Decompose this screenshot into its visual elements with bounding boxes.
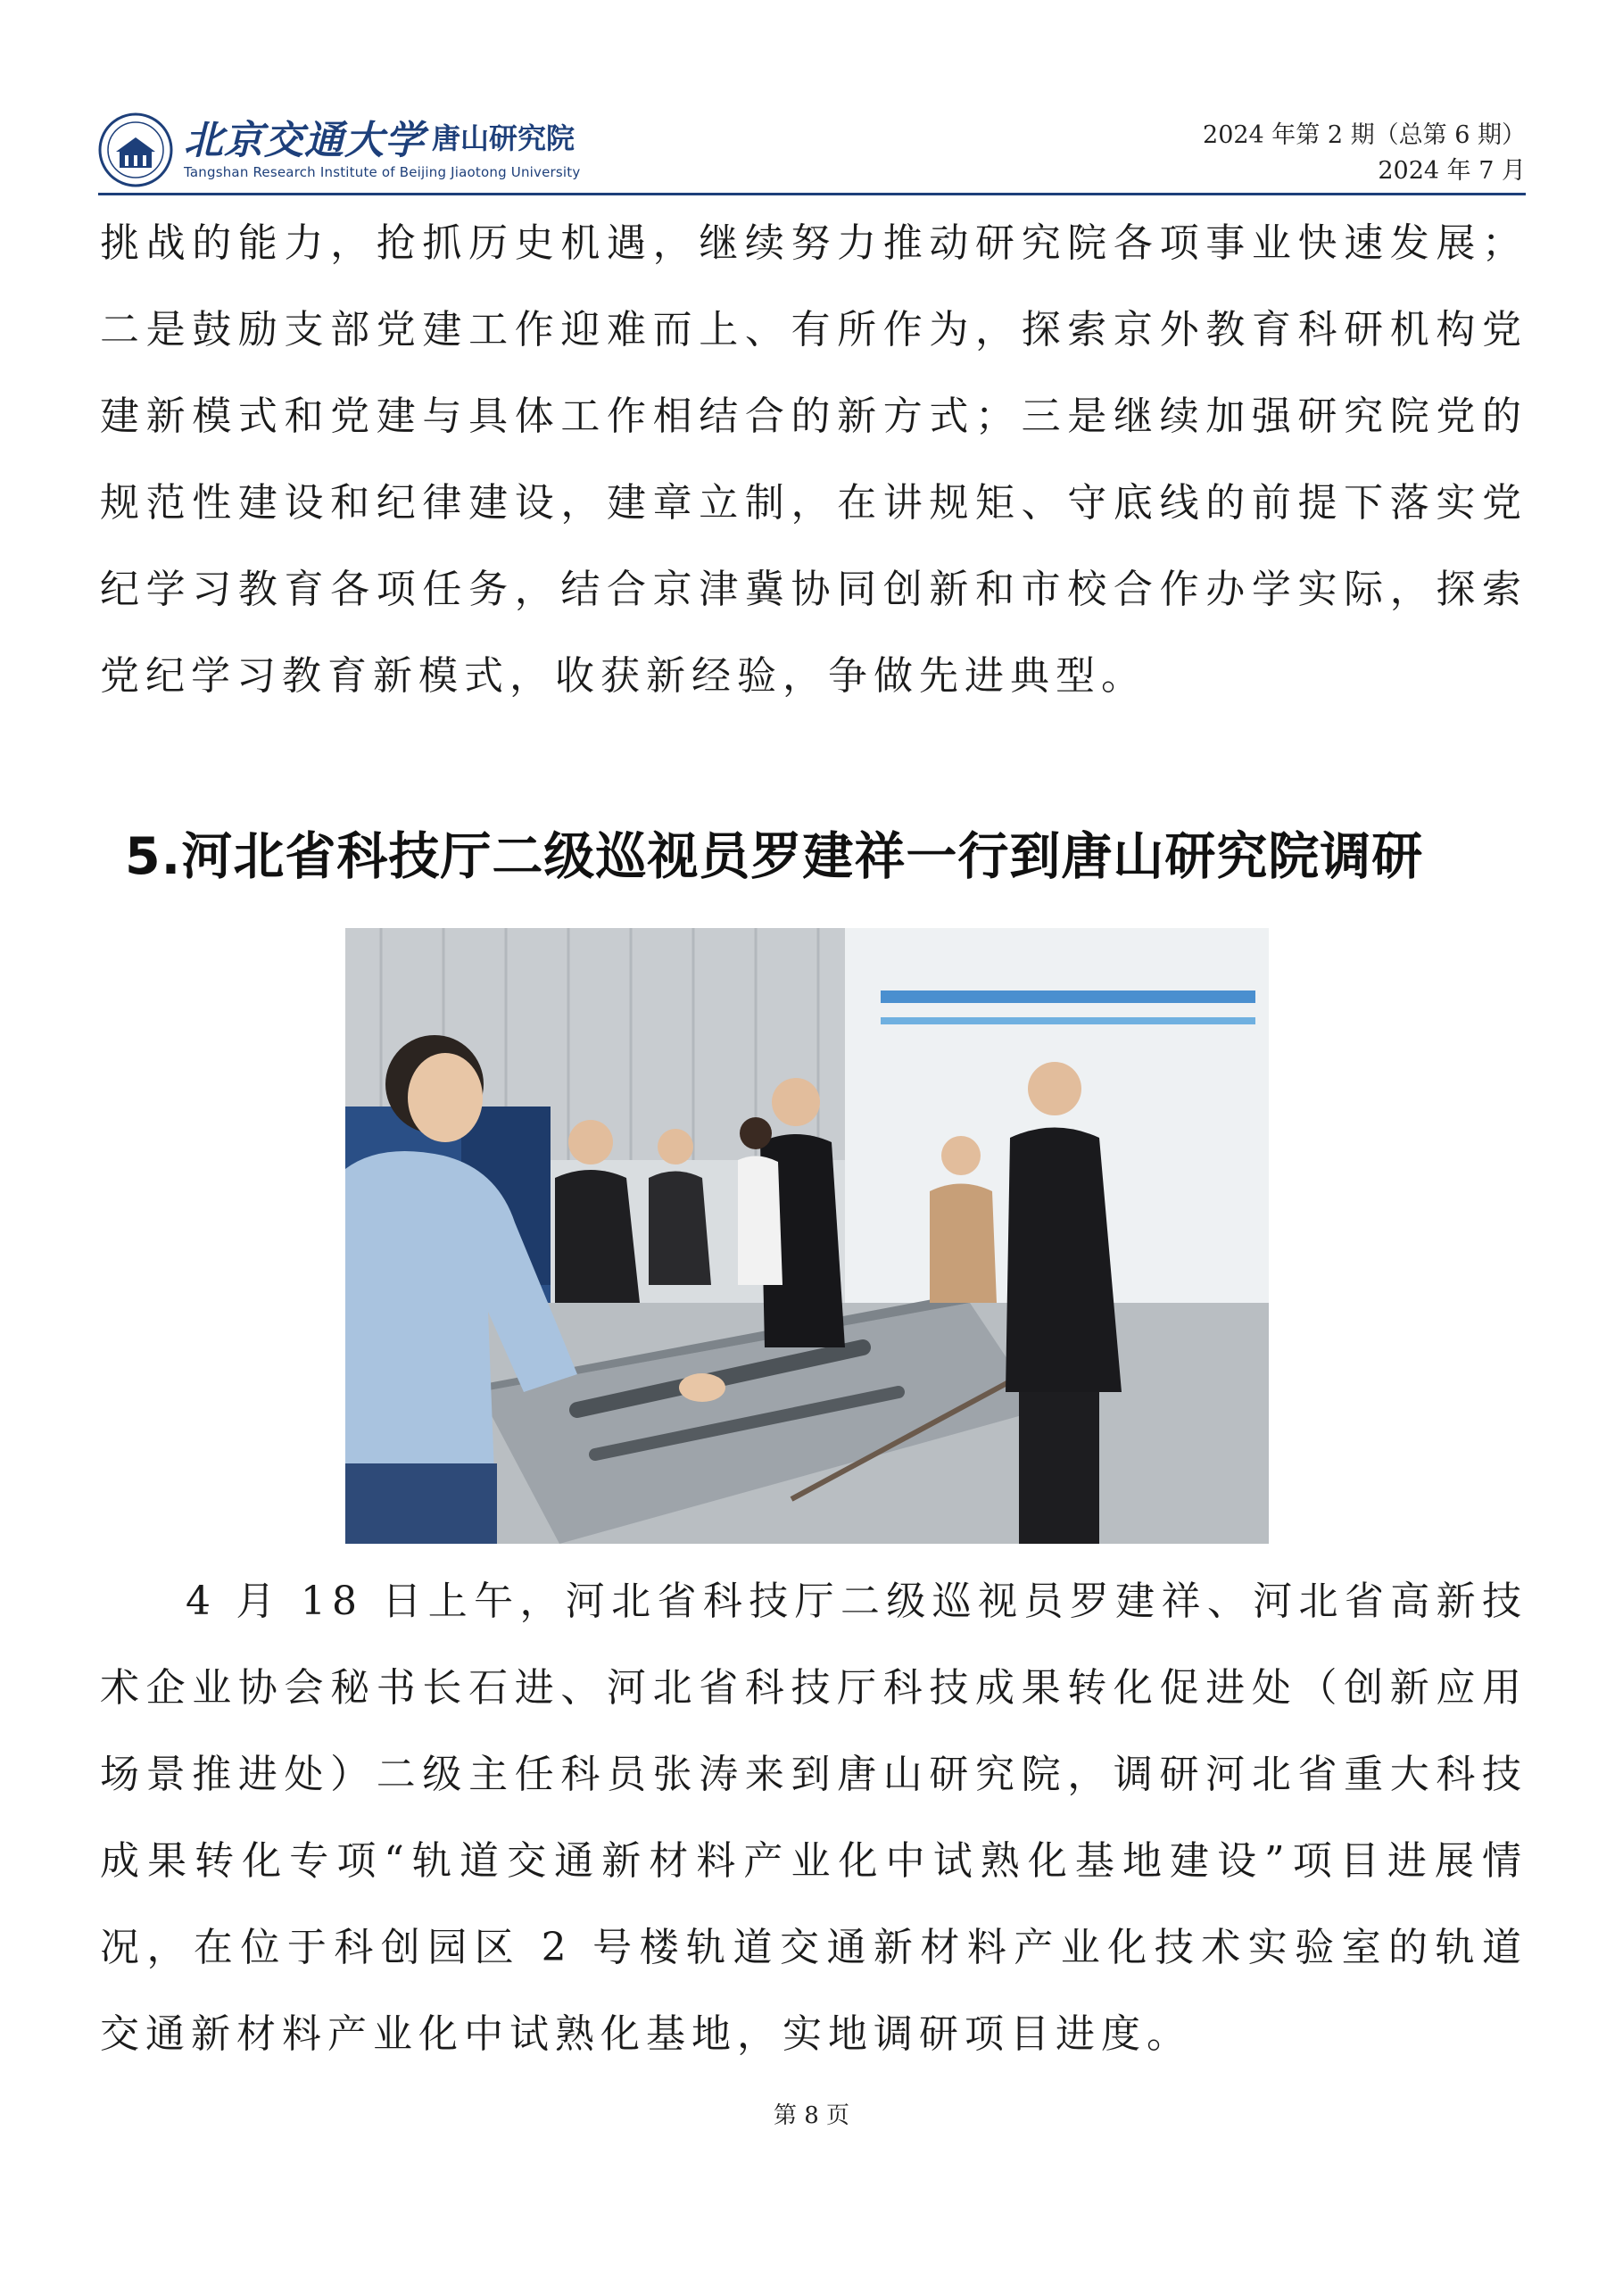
news-photo	[345, 928, 1269, 1544]
issue-line: 2024 年第 2 期（总第 6 期）	[1203, 121, 1526, 149]
logo-english-name: Tangshan Research Institute of Beijing Jiaotong University	[184, 164, 581, 180]
issue-info	[1203, 118, 1526, 189]
page-header	[98, 112, 1526, 202]
logo-institute-name: 唐山研究院	[432, 121, 576, 155]
logo-wordmark	[184, 116, 580, 180]
university-seal-logo	[98, 112, 173, 187]
body-paragraph-2: 4 月 18 日上午，河北省科技厅二级巡视员罗建祥、河北省高新技术企业协会秘书长石进、河北省科技厅科技成果转化促进处（创新应用场景推进处）二级主任科员张涛来到唐山研究院，调研河北省重大科技成果转化专项“轨道交通新材料产业化中试熟化基地建设”项目进展情况，在位于科创园区 2 号楼轨道交通新材料产业化技术实验室的轨道交通新材料产业化中试熟化基地，实地调研项目进度。	[100, 1579, 1528, 2057]
photo-illustration	[345, 928, 1269, 1544]
logo-university-name: 北京交通大学	[184, 118, 425, 163]
page-number: 第 8 页	[773, 2102, 850, 2129]
header-rule	[98, 193, 1526, 195]
body-paragraph-1: 挑战的能力，抢抓历史机遇，继续努力推动研究院各项事业快速发展；二是鼓励支部党建工作迎难而上、有所作为，探索京外教育科研机构党建新模式和党建与具体工作相结合的新方式；三是继续加强研究院党的规范性建设和纪律建设，建章立制，在讲规矩、守底线的前提下落实党纪学习教育各项任务，结合京津冀协同创新和市校合作办学实际，探索党纪学习教育新模式，收获新经验，争做先进典型。	[100, 220, 1528, 699]
date-line: 2024 年 7 月	[1378, 157, 1526, 185]
section-title: 5.河北省科技厅二级巡视员罗建祥一行到唐山研究院调研	[125, 827, 1424, 886]
